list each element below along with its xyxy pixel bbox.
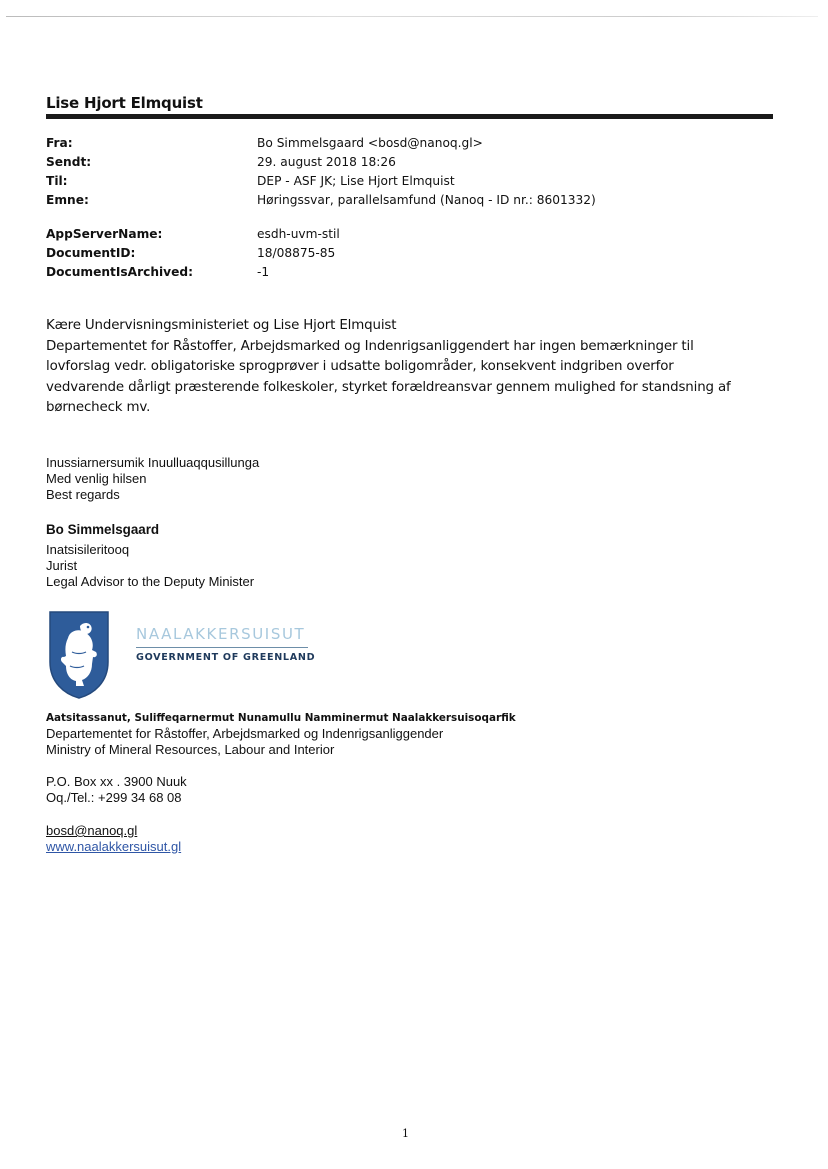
contact-links — [46, 823, 181, 855]
department-block — [46, 710, 516, 758]
sent-label: Sendt: — [46, 155, 92, 169]
title-da: Jurist — [46, 558, 78, 573]
email-sent-row — [46, 153, 746, 172]
department-name-da: Departementet for Råstoffer, Arbejdsmarked og Indenrigsanliggender — [46, 726, 444, 741]
from-label: Fra: — [46, 136, 73, 150]
to-value: DEP - ASF JK; Lise Hjort Elmquist — [257, 174, 455, 188]
title-kl: Inatsisileritooq — [46, 542, 130, 557]
phone-number: Oq./Tel.: +299 34 68 08 — [46, 790, 182, 805]
page-number: 1 — [402, 1127, 409, 1140]
email-header-fields — [46, 134, 746, 210]
greeting-en: Best regards — [46, 487, 120, 502]
signature-greetings — [46, 455, 259, 503]
document-metadata-fields — [46, 225, 746, 282]
header-rule — [46, 114, 773, 119]
app-server-row — [46, 225, 746, 244]
to-label: Til: — [46, 174, 68, 188]
contact-block — [46, 774, 187, 806]
message-line: Departementet for Råstoffer, Arbejdsmarked og Indenrigsanliggendert har ingen bemærkninger til — [46, 338, 694, 354]
app-server-value: esdh-uvm-stil — [257, 227, 340, 241]
email-from-row — [46, 134, 746, 153]
organization-subtitle: GOVERNMENT OF GREENLAND — [136, 652, 316, 663]
document-archived-label: DocumentIsArchived: — [46, 265, 193, 279]
document-id-label: DocumentID: — [46, 246, 136, 260]
message-salutation: Kære Undervisningsministeriet og Lise Hjort Elmquist — [46, 318, 397, 333]
document-archived-row — [46, 263, 746, 282]
message-body — [46, 316, 766, 419]
email-to-row — [46, 172, 746, 191]
message-line: vedvarende dårligt præsterende folkeskoler, styrket forældreansvar gennem mulighed for standsning af — [46, 379, 731, 395]
title-en: Legal Advisor to the Deputy Minister — [46, 574, 255, 589]
signature-name: Bo Simmelsgaard — [46, 522, 160, 537]
department-name-kl: Aatsitassanut, Suliffeqarnermut Nunamullu Namminermut Naalakkersuisoqarfik — [46, 712, 516, 724]
app-server-label: AppServerName: — [46, 227, 163, 241]
document-id-value: 18/08875-85 — [257, 246, 336, 260]
greeting-kl: Inussiarnersumik Inuulluaqqusillunga — [46, 455, 260, 470]
subject-label: Emne: — [46, 193, 89, 207]
greenland-coat-of-arms-icon — [46, 608, 112, 700]
organization-name-rule — [136, 647, 308, 648]
from-value: Bo Simmelsgaard <bosd@nanoq.gl> — [257, 136, 483, 150]
document-archived-value: -1 — [257, 265, 270, 279]
organization-name: NAALAKKERSUISUT — [136, 625, 306, 643]
mailbox-owner-name: Lise Hjort Elmquist — [46, 94, 203, 112]
scan-edge-line — [6, 16, 818, 17]
subject-value: Høringssvar, parallelsamfund (Nanoq - ID nr.: 8601332) — [257, 193, 596, 207]
email-subject-row — [46, 191, 746, 210]
signature-titles — [46, 542, 254, 590]
email-link[interactable]: bosd@nanoq.gl — [46, 823, 138, 838]
document-id-row — [46, 244, 746, 263]
postal-address: P.O. Box xx . 3900 Nuuk — [46, 774, 187, 789]
website-link[interactable]: www.naalakkersuisut.gl — [46, 839, 182, 854]
greeting-da: Med venlig hilsen — [46, 471, 147, 486]
message-line: børnecheck mv. — [46, 400, 151, 416]
sent-value: 29. august 2018 18:26 — [257, 155, 396, 169]
department-name-en: Ministry of Mineral Resources, Labour and Interior — [46, 742, 335, 757]
message-line: lovforslag vedr. obligatoriske sprogprøver i udsatte boligområder, konsekvent indgriben overfor — [46, 359, 674, 375]
